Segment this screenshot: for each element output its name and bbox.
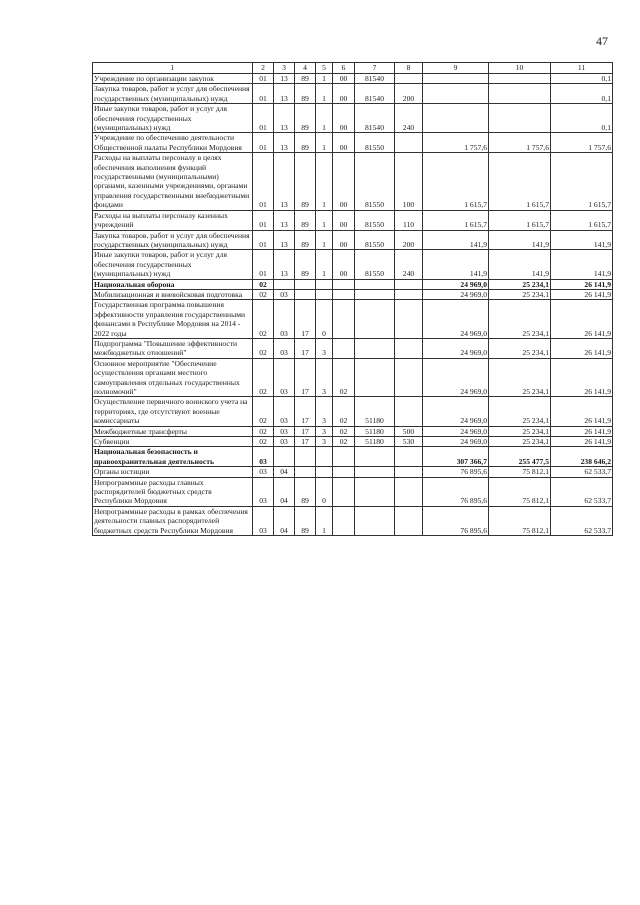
expense-type-cell (395, 74, 423, 84)
expense-type-cell: 500 (395, 426, 423, 436)
table-row (93, 338, 613, 358)
program-code-cell: 17 (295, 300, 316, 339)
page-number: 47 (596, 34, 608, 48)
expense-type-cell: 110 (395, 210, 423, 230)
name-cell: Закупка товаров, работ и услуг для обеспечения государственных (муниципальных) нужд (93, 84, 253, 104)
expense-type-cell: 100 (395, 153, 423, 210)
subsection-code-cell (274, 447, 295, 467)
program-code-cell: 89 (295, 104, 316, 133)
amount-year2-cell (489, 74, 551, 84)
section-code-cell: 03 (253, 477, 274, 506)
amount-year3-cell: 62 533,7 (551, 506, 613, 535)
name-cell: Основное мероприятие "Обеспечение осуществления органами местного самоуправления отдельных государственных полномочий" (93, 358, 253, 397)
direction-code-cell: 51180 (355, 426, 395, 436)
table-row (93, 437, 613, 447)
subsection-code-cell (274, 279, 295, 289)
expense-type-cell (395, 358, 423, 397)
amount-year3-cell: 0,1 (551, 74, 613, 84)
table-row (93, 477, 613, 506)
direction-code-cell (355, 279, 395, 289)
subsection-code-cell: 03 (274, 289, 295, 299)
amount-year1-cell: 76 895,6 (423, 467, 489, 477)
activity-code-cell: 00 (333, 153, 355, 210)
subprogram-code-cell: 3 (316, 338, 333, 358)
subprogram-code-cell: 1 (316, 74, 333, 84)
table-row (93, 426, 613, 436)
amount-year1-cell: 24 969,0 (423, 358, 489, 397)
program-code-cell: 89 (295, 477, 316, 506)
program-code-cell (295, 289, 316, 299)
subprogram-code-cell: 1 (316, 84, 333, 104)
subsection-code-cell: 13 (274, 104, 295, 133)
section-code-cell: 02 (253, 289, 274, 299)
name-cell: Межбюджетные трансферты (93, 426, 253, 436)
subsection-code-cell: 13 (274, 230, 295, 250)
amount-year3-cell: 62 533,7 (551, 467, 613, 477)
direction-code-cell (355, 338, 395, 358)
amount-year3-cell: 26 141,9 (551, 437, 613, 447)
program-code-cell: 89 (295, 210, 316, 230)
table-row (93, 397, 613, 426)
program-code-cell (295, 467, 316, 477)
expense-type-cell (395, 477, 423, 506)
table-body (93, 74, 613, 536)
amount-year3-cell: 0,1 (551, 84, 613, 104)
program-code-cell: 89 (295, 153, 316, 210)
amount-year3-cell: 141,9 (551, 230, 613, 250)
section-code-cell: 02 (253, 358, 274, 397)
subsection-code-cell: 03 (274, 300, 295, 339)
direction-code-cell: 81550 (355, 133, 395, 153)
activity-code-cell: 00 (333, 133, 355, 153)
activity-code-cell: 02 (333, 397, 355, 426)
name-cell: Подпрограмма "Повышение эффективности межбюджетных отношений" (93, 338, 253, 358)
direction-code-cell: 51180 (355, 437, 395, 447)
direction-code-cell: 81540 (355, 74, 395, 84)
amount-year2-cell: 75 812,1 (489, 506, 551, 535)
header-cell: 3 (274, 63, 295, 74)
expense-type-cell: 530 (395, 437, 423, 447)
section-code-cell: 01 (253, 210, 274, 230)
name-cell: Осуществление первичного воинского учета на территориях, где отсутствуют военные комиссариаты (93, 397, 253, 426)
amount-year1-cell: 24 969,0 (423, 289, 489, 299)
activity-code-cell: 02 (333, 426, 355, 436)
amount-year2-cell: 141,9 (489, 230, 551, 250)
header-cell: 7 (355, 63, 395, 74)
subprogram-code-cell: 0 (316, 477, 333, 506)
table-row (93, 230, 613, 250)
name-cell: Непрограммные расходы главных распорядителей бюджетных средств Республики Мордовия (93, 477, 253, 506)
direction-code-cell: 81550 (355, 210, 395, 230)
activity-code-cell: 00 (333, 104, 355, 133)
program-code-cell: 89 (295, 250, 316, 279)
subsection-code-cell: 04 (274, 477, 295, 506)
table-row (93, 133, 613, 153)
expense-type-cell (395, 506, 423, 535)
activity-code-cell: 00 (333, 210, 355, 230)
amount-year1-cell: 1 757,6 (423, 133, 489, 153)
subprogram-code-cell: 1 (316, 104, 333, 133)
amount-year1-cell: 24 969,0 (423, 426, 489, 436)
amount-year2-cell: 1 615,7 (489, 210, 551, 230)
section-code-cell: 02 (253, 279, 274, 289)
amount-year1-cell: 141,9 (423, 230, 489, 250)
amount-year1-cell: 24 969,0 (423, 338, 489, 358)
amount-year3-cell: 26 141,9 (551, 397, 613, 426)
section-code-cell: 03 (253, 447, 274, 467)
amount-year2-cell: 25 234,1 (489, 397, 551, 426)
table-row (93, 289, 613, 299)
name-cell: Органы юстиции (93, 467, 253, 477)
subprogram-code-cell: 1 (316, 133, 333, 153)
section-code-cell: 02 (253, 437, 274, 447)
section-code-cell: 03 (253, 467, 274, 477)
subsection-code-cell: 03 (274, 437, 295, 447)
direction-code-cell: 81550 (355, 153, 395, 210)
section-code-cell: 02 (253, 426, 274, 436)
expense-type-cell (395, 133, 423, 153)
subprogram-code-cell (316, 279, 333, 289)
program-code-cell: 89 (295, 84, 316, 104)
subprogram-code-cell: 3 (316, 358, 333, 397)
name-cell: Национальная безопасность и правоохранительная деятельность (93, 447, 253, 467)
program-code-cell: 17 (295, 426, 316, 436)
amount-year2-cell: 1 757,6 (489, 133, 551, 153)
subsection-code-cell: 03 (274, 358, 295, 397)
amount-year3-cell: 141,9 (551, 250, 613, 279)
header-cell: 10 (489, 63, 551, 74)
subprogram-code-cell (316, 289, 333, 299)
expense-type-cell (395, 467, 423, 477)
subsection-code-cell: 13 (274, 133, 295, 153)
subsection-code-cell: 03 (274, 426, 295, 436)
program-code-cell: 17 (295, 358, 316, 397)
subsection-code-cell: 13 (274, 250, 295, 279)
amount-year1-cell: 76 895,6 (423, 506, 489, 535)
activity-code-cell (333, 477, 355, 506)
subprogram-code-cell (316, 447, 333, 467)
activity-code-cell: 00 (333, 84, 355, 104)
amount-year2-cell: 75 812,1 (489, 467, 551, 477)
activity-code-cell (333, 289, 355, 299)
subsection-code-cell: 04 (274, 467, 295, 477)
section-code-cell: 01 (253, 74, 274, 84)
amount-year1-cell: 24 969,0 (423, 397, 489, 426)
amount-year3-cell: 26 141,9 (551, 289, 613, 299)
program-code-cell (295, 279, 316, 289)
amount-year2-cell: 25 234,1 (489, 289, 551, 299)
amount-year2-cell: 75 812,1 (489, 477, 551, 506)
direction-code-cell: 81540 (355, 104, 395, 133)
activity-code-cell: 00 (333, 230, 355, 250)
program-code-cell: 17 (295, 338, 316, 358)
amount-year3-cell: 0,1 (551, 104, 613, 133)
activity-code-cell (333, 279, 355, 289)
amount-year1-cell (423, 74, 489, 84)
table-row (93, 506, 613, 535)
amount-year2-cell (489, 84, 551, 104)
header-cell: 2 (253, 63, 274, 74)
amount-year3-cell: 62 533,7 (551, 477, 613, 506)
amount-year3-cell: 26 141,9 (551, 426, 613, 436)
subprogram-code-cell: 3 (316, 437, 333, 447)
header-cell: 1 (93, 63, 253, 74)
name-cell: Иные закупки товаров, работ и услуг для обеспечения государственных (муниципальных) нужд (93, 250, 253, 279)
section-code-cell: 02 (253, 397, 274, 426)
expense-type-cell (395, 447, 423, 467)
amount-year3-cell: 26 141,9 (551, 279, 613, 289)
expense-type-cell (395, 300, 423, 339)
amount-year1-cell: 1 615,7 (423, 210, 489, 230)
direction-code-cell: 81550 (355, 230, 395, 250)
table-row (93, 279, 613, 289)
direction-code-cell: 81550 (355, 250, 395, 279)
amount-year1-cell: 141,9 (423, 250, 489, 279)
header-row (93, 63, 613, 74)
amount-year1-cell: 307 366,7 (423, 447, 489, 467)
activity-code-cell: 02 (333, 437, 355, 447)
table-row (93, 467, 613, 477)
table-row (93, 74, 613, 84)
program-code-cell: 89 (295, 230, 316, 250)
direction-code-cell (355, 506, 395, 535)
subprogram-code-cell: 3 (316, 426, 333, 436)
direction-code-cell: 51180 (355, 397, 395, 426)
amount-year2-cell: 25 234,1 (489, 358, 551, 397)
section-code-cell: 01 (253, 104, 274, 133)
amount-year1-cell (423, 84, 489, 104)
expense-type-cell: 240 (395, 104, 423, 133)
activity-code-cell: 02 (333, 358, 355, 397)
activity-code-cell (333, 467, 355, 477)
table-row (93, 210, 613, 230)
amount-year3-cell: 1 615,7 (551, 153, 613, 210)
name-cell: Иные закупки товаров, работ и услуг для обеспечения государственных (муниципальных) нужд (93, 104, 253, 133)
table-row (93, 250, 613, 279)
section-code-cell: 02 (253, 338, 274, 358)
header-cell: 5 (316, 63, 333, 74)
direction-code-cell (355, 467, 395, 477)
activity-code-cell (333, 338, 355, 358)
direction-code-cell (355, 300, 395, 339)
subprogram-code-cell: 1 (316, 506, 333, 535)
table-row (93, 358, 613, 397)
subprogram-code-cell (316, 467, 333, 477)
budget-table (92, 62, 613, 536)
expense-type-cell (395, 289, 423, 299)
amount-year3-cell: 26 141,9 (551, 338, 613, 358)
amount-year2-cell: 25 234,1 (489, 338, 551, 358)
amount-year2-cell: 1 615,7 (489, 153, 551, 210)
amount-year1-cell: 76 895,6 (423, 477, 489, 506)
amount-year1-cell: 24 969,0 (423, 437, 489, 447)
program-code-cell (295, 447, 316, 467)
name-cell: Расходы на выплаты персоналу в целях обеспечения выполнения функций государственными (муниципальными) органами, казенными учреждениями, органами управления государственными внебюджетными фондами (93, 153, 253, 210)
name-cell: Учреждение по обеспечению деятельности Общественной палаты Республики Мордовия (93, 133, 253, 153)
table-row (93, 300, 613, 339)
subprogram-code-cell: 0 (316, 300, 333, 339)
program-code-cell: 17 (295, 397, 316, 426)
expense-type-cell (395, 338, 423, 358)
activity-code-cell: 00 (333, 74, 355, 84)
direction-code-cell (355, 289, 395, 299)
amount-year3-cell: 26 141,9 (551, 358, 613, 397)
table-row (93, 84, 613, 104)
amount-year2-cell: 25 234,1 (489, 300, 551, 339)
direction-code-cell: 81540 (355, 84, 395, 104)
expense-type-cell (395, 397, 423, 426)
amount-year2-cell: 25 234,1 (489, 426, 551, 436)
header-cell: 6 (333, 63, 355, 74)
subprogram-code-cell: 1 (316, 230, 333, 250)
subsection-code-cell: 13 (274, 84, 295, 104)
section-code-cell: 03 (253, 506, 274, 535)
amount-year3-cell: 26 141,9 (551, 300, 613, 339)
amount-year2-cell: 25 234,1 (489, 437, 551, 447)
name-cell: Непрограммные расходы в рамках обеспечения деятельности главных распорядителей бюджетных средств Республики Мордовия (93, 506, 253, 535)
expense-type-cell: 240 (395, 250, 423, 279)
expense-type-cell (395, 279, 423, 289)
name-cell: Учреждение по организации закупок (93, 74, 253, 84)
subprogram-code-cell: 1 (316, 153, 333, 210)
section-code-cell: 01 (253, 250, 274, 279)
expense-type-cell: 200 (395, 230, 423, 250)
amount-year3-cell: 1 757,6 (551, 133, 613, 153)
subsection-code-cell: 13 (274, 210, 295, 230)
subsection-code-cell: 13 (274, 153, 295, 210)
program-code-cell: 89 (295, 74, 316, 84)
activity-code-cell (333, 300, 355, 339)
amount-year2-cell (489, 104, 551, 133)
amount-year2-cell: 25 234,1 (489, 279, 551, 289)
subprogram-code-cell: 1 (316, 210, 333, 230)
amount-year2-cell: 141,9 (489, 250, 551, 279)
section-code-cell: 02 (253, 300, 274, 339)
section-code-cell: 01 (253, 230, 274, 250)
subprogram-code-cell: 1 (316, 250, 333, 279)
program-code-cell: 17 (295, 437, 316, 447)
name-cell: Государственная программа повышения эффективности управления государственными финансами в Республике Мордовия на 2014 - 2022 годы (93, 300, 253, 339)
subprogram-code-cell: 3 (316, 397, 333, 426)
header-cell: 11 (551, 63, 613, 74)
header-cell: 9 (423, 63, 489, 74)
name-cell: Национальная оборона (93, 279, 253, 289)
expense-type-cell: 200 (395, 84, 423, 104)
amount-year1-cell (423, 104, 489, 133)
direction-code-cell (355, 447, 395, 467)
section-code-cell: 01 (253, 153, 274, 210)
amount-year1-cell: 1 615,7 (423, 153, 489, 210)
name-cell: Субвенции (93, 437, 253, 447)
amount-year1-cell: 24 969,0 (423, 279, 489, 289)
table-row (93, 153, 613, 210)
amount-year3-cell: 1 615,7 (551, 210, 613, 230)
amount-year1-cell: 24 969,0 (423, 300, 489, 339)
name-cell: Мобилизационная и вневойсковая подготовка (93, 289, 253, 299)
subsection-code-cell: 04 (274, 506, 295, 535)
name-cell: Закупка товаров, работ и услуг для обеспечения государственных (муниципальных) нужд (93, 230, 253, 250)
header-cell: 4 (295, 63, 316, 74)
header-cell: 8 (395, 63, 423, 74)
amount-year3-cell: 238 646,2 (551, 447, 613, 467)
program-code-cell: 89 (295, 506, 316, 535)
program-code-cell: 89 (295, 133, 316, 153)
name-cell: Расходы на выплаты персоналу казенных учреждений (93, 210, 253, 230)
activity-code-cell (333, 506, 355, 535)
subsection-code-cell: 13 (274, 74, 295, 84)
subsection-code-cell: 03 (274, 397, 295, 426)
activity-code-cell (333, 447, 355, 467)
section-code-cell: 01 (253, 133, 274, 153)
direction-code-cell (355, 477, 395, 506)
section-code-cell: 01 (253, 84, 274, 104)
direction-code-cell (355, 358, 395, 397)
table-row (93, 447, 613, 467)
subsection-code-cell: 03 (274, 338, 295, 358)
activity-code-cell: 00 (333, 250, 355, 279)
amount-year2-cell: 255 477,5 (489, 447, 551, 467)
table-row (93, 104, 613, 133)
